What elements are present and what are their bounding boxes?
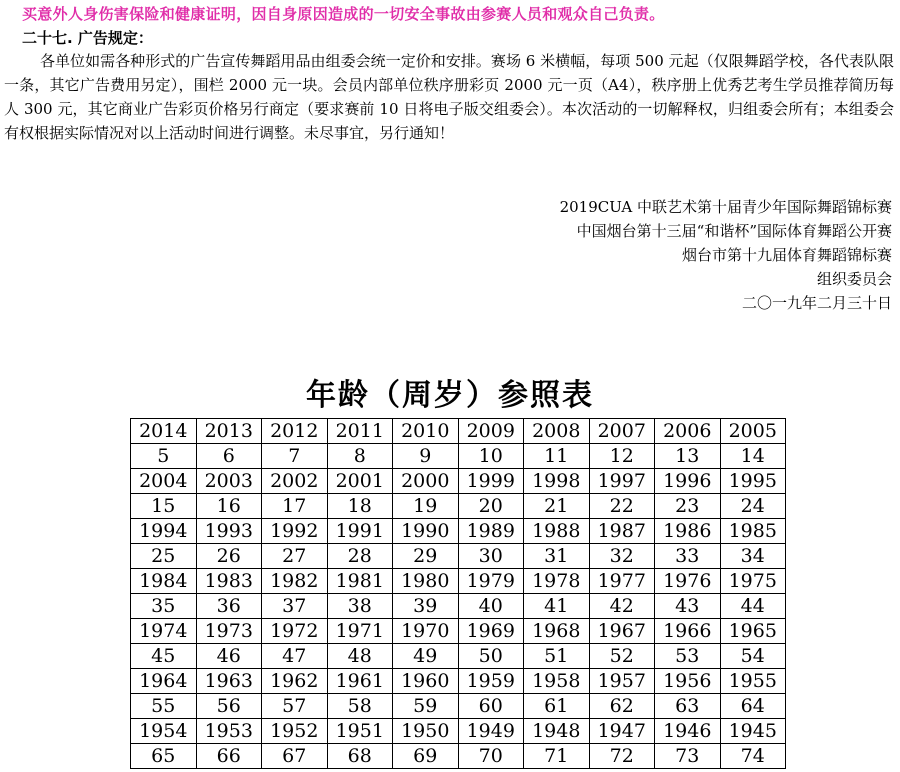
signature-date: 二〇一九年二月三十日 (741, 294, 892, 312)
birth-year-cell: 1979 (458, 569, 524, 594)
age-cell: 19 (393, 494, 459, 519)
age-cell: 53 (655, 644, 721, 669)
birth-year-cell: 1960 (393, 669, 459, 694)
birth-year-cell: 2014 (131, 419, 197, 444)
age-cell: 11 (524, 444, 590, 469)
age-cell: 47 (262, 644, 328, 669)
birth-year-cell: 2004 (131, 469, 197, 494)
birth-year-row (131, 619, 786, 644)
age-cell: 54 (720, 644, 786, 669)
age-cell: 5 (131, 444, 197, 469)
age-cell: 61 (524, 694, 590, 719)
birth-year-cell: 1953 (196, 719, 262, 744)
birth-year-cell: 1987 (589, 519, 655, 544)
age-row (131, 494, 786, 519)
age-cell: 74 (720, 744, 786, 769)
birth-year-cell: 1992 (262, 519, 328, 544)
age-cell: 63 (655, 694, 721, 719)
birth-year-cell: 1978 (524, 569, 590, 594)
age-cell: 39 (393, 594, 459, 619)
age-cell: 51 (524, 644, 590, 669)
age-cell: 59 (393, 694, 459, 719)
birth-year-cell: 2009 (458, 419, 524, 444)
signature-block (560, 195, 892, 315)
birth-year-cell: 2011 (327, 419, 393, 444)
age-cell: 15 (131, 494, 197, 519)
birth-year-cell: 1977 (589, 569, 655, 594)
age-cell: 60 (458, 694, 524, 719)
age-cell: 7 (262, 444, 328, 469)
birth-year-cell: 1967 (589, 619, 655, 644)
age-cell: 67 (262, 744, 328, 769)
age-cell: 30 (458, 544, 524, 569)
birth-year-row (131, 719, 786, 744)
birth-year-row (131, 669, 786, 694)
birth-year-cell: 1998 (524, 469, 590, 494)
age-cell: 48 (327, 644, 393, 669)
birth-year-cell: 1959 (458, 669, 524, 694)
birth-year-cell: 1975 (720, 569, 786, 594)
age-cell: 10 (458, 444, 524, 469)
signature-line: 烟台市第十九届体育舞蹈锦标赛 (681, 246, 892, 264)
age-cell: 44 (720, 594, 786, 619)
birth-year-cell: 1997 (589, 469, 655, 494)
birth-year-cell: 2001 (327, 469, 393, 494)
age-cell: 32 (589, 544, 655, 569)
birth-year-cell: 1945 (720, 719, 786, 744)
birth-year-cell: 1965 (720, 619, 786, 644)
birth-year-cell: 2012 (262, 419, 328, 444)
age-cell: 62 (589, 694, 655, 719)
age-cell: 9 (393, 444, 459, 469)
age-cell: 69 (393, 744, 459, 769)
birth-year-cell: 1993 (196, 519, 262, 544)
age-cell: 26 (196, 544, 262, 569)
birth-year-cell: 1989 (458, 519, 524, 544)
age-row (131, 544, 786, 569)
birth-year-cell: 1976 (655, 569, 721, 594)
age-cell: 68 (327, 744, 393, 769)
age-cell: 34 (720, 544, 786, 569)
age-cell: 22 (589, 494, 655, 519)
birth-year-cell: 2007 (589, 419, 655, 444)
birth-year-row (131, 419, 786, 444)
age-cell: 73 (655, 744, 721, 769)
birth-year-cell: 2013 (196, 419, 262, 444)
section-heading: 二十七. 广告规定： (22, 29, 153, 47)
age-cell: 20 (458, 494, 524, 519)
age-cell: 12 (589, 444, 655, 469)
birth-year-cell: 1947 (589, 719, 655, 744)
birth-year-cell: 1995 (720, 469, 786, 494)
age-cell: 33 (655, 544, 721, 569)
age-cell: 46 (196, 644, 262, 669)
birth-year-cell: 2000 (393, 469, 459, 494)
age-cell: 35 (131, 594, 197, 619)
birth-year-cell: 1969 (458, 619, 524, 644)
safety-notice: 买意外人身伤害保险和健康证明，因自身原因造成的一切安全事故由参赛人员和观众自己负责。 (22, 5, 665, 23)
age-row (131, 744, 786, 769)
age-reference-table (130, 418, 786, 769)
age-cell: 72 (589, 744, 655, 769)
birth-year-cell: 2002 (262, 469, 328, 494)
age-cell: 57 (262, 694, 328, 719)
age-row (131, 694, 786, 719)
birth-year-cell: 1973 (196, 619, 262, 644)
birth-year-cell: 1991 (327, 519, 393, 544)
age-cell: 42 (589, 594, 655, 619)
birth-year-cell: 1994 (131, 519, 197, 544)
age-cell: 8 (327, 444, 393, 469)
birth-year-cell: 1952 (262, 719, 328, 744)
birth-year-cell: 1955 (720, 669, 786, 694)
age-cell: 65 (131, 744, 197, 769)
age-cell: 29 (393, 544, 459, 569)
birth-year-cell: 1980 (393, 569, 459, 594)
age-cell: 27 (262, 544, 328, 569)
age-cell: 41 (524, 594, 590, 619)
age-cell: 17 (262, 494, 328, 519)
age-cell: 70 (458, 744, 524, 769)
age-cell: 31 (524, 544, 590, 569)
age-cell: 21 (524, 494, 590, 519)
age-table-title: 年龄（周岁）参照表 (306, 378, 594, 413)
birth-year-cell: 1966 (655, 619, 721, 644)
birth-year-cell: 1986 (655, 519, 721, 544)
birth-year-row (131, 469, 786, 494)
birth-year-cell: 1968 (524, 619, 590, 644)
age-cell: 71 (524, 744, 590, 769)
age-cell: 23 (655, 494, 721, 519)
age-cell: 16 (196, 494, 262, 519)
birth-year-cell: 1958 (524, 669, 590, 694)
birth-year-cell: 1996 (655, 469, 721, 494)
birth-year-cell: 2005 (720, 419, 786, 444)
age-cell: 25 (131, 544, 197, 569)
age-cell: 37 (262, 594, 328, 619)
age-cell: 13 (655, 444, 721, 469)
birth-year-cell: 1999 (458, 469, 524, 494)
birth-year-cell: 1957 (589, 669, 655, 694)
birth-year-cell: 1984 (131, 569, 197, 594)
age-cell: 24 (720, 494, 786, 519)
birth-year-row (131, 569, 786, 594)
age-cell: 14 (720, 444, 786, 469)
age-cell: 50 (458, 644, 524, 669)
birth-year-cell: 1951 (327, 719, 393, 744)
age-cell: 64 (720, 694, 786, 719)
birth-year-row (131, 519, 786, 544)
age-cell: 56 (196, 694, 262, 719)
birth-year-cell: 1988 (524, 519, 590, 544)
age-cell: 43 (655, 594, 721, 619)
birth-year-cell: 2006 (655, 419, 721, 444)
age-cell: 6 (196, 444, 262, 469)
birth-year-cell: 1985 (720, 519, 786, 544)
age-cell: 58 (327, 694, 393, 719)
signature-line: 中国烟台第十三届“和谐杯”国际体育舞蹈公开赛 (576, 222, 892, 240)
birth-year-cell: 1949 (458, 719, 524, 744)
age-cell: 55 (131, 694, 197, 719)
birth-year-cell: 1971 (327, 619, 393, 644)
birth-year-cell: 1948 (524, 719, 590, 744)
birth-year-cell: 1963 (196, 669, 262, 694)
birth-year-cell: 1974 (131, 619, 197, 644)
birth-year-cell: 1970 (393, 619, 459, 644)
birth-year-cell: 1983 (196, 569, 262, 594)
age-cell: 36 (196, 594, 262, 619)
birth-year-cell: 1950 (393, 719, 459, 744)
birth-year-cell: 1990 (393, 519, 459, 544)
age-cell: 28 (327, 544, 393, 569)
birth-year-cell: 2010 (393, 419, 459, 444)
signature-line: 2019CUA 中联艺术第十届青少年国际舞蹈锦标赛 (559, 198, 892, 216)
age-cell: 38 (327, 594, 393, 619)
advertising-rules-paragraph: 各单位如需各种形式的广告宣传舞蹈用品由组委会统一定价和安排。赛场 6 米横幅，每项 500 元起（仅限舞蹈学校，各代表队限一条，其它广告费用另定），围栏 2000 元一块。会员内部单位秩序册彩页 2000 元一页（A4），秩序册上优秀艺考生学员推荐简历每人 300 元，其它商业广告彩页价格另行商定（要求赛前 10 日将电子版交组委会）。本次活动的一切解释权，归组委会所有；本组委会有权根据实际情况对以上活动时间进行调整。未尽事宜，另行通知！ (4, 52, 894, 142)
age-row (131, 644, 786, 669)
birth-year-cell: 1972 (262, 619, 328, 644)
age-cell: 52 (589, 644, 655, 669)
birth-year-cell: 1981 (327, 569, 393, 594)
age-cell: 18 (327, 494, 393, 519)
signature-line: 组织委员会 (816, 270, 892, 288)
birth-year-cell: 2003 (196, 469, 262, 494)
age-cell: 49 (393, 644, 459, 669)
age-cell: 40 (458, 594, 524, 619)
age-row (131, 594, 786, 619)
birth-year-cell: 1956 (655, 669, 721, 694)
birth-year-cell: 1954 (131, 719, 197, 744)
age-row (131, 444, 786, 469)
birth-year-cell: 2008 (524, 419, 590, 444)
age-cell: 45 (131, 644, 197, 669)
birth-year-cell: 1964 (131, 669, 197, 694)
birth-year-cell: 1982 (262, 569, 328, 594)
birth-year-cell: 1946 (655, 719, 721, 744)
birth-year-cell: 1962 (262, 669, 328, 694)
birth-year-cell: 1961 (327, 669, 393, 694)
age-cell: 66 (196, 744, 262, 769)
